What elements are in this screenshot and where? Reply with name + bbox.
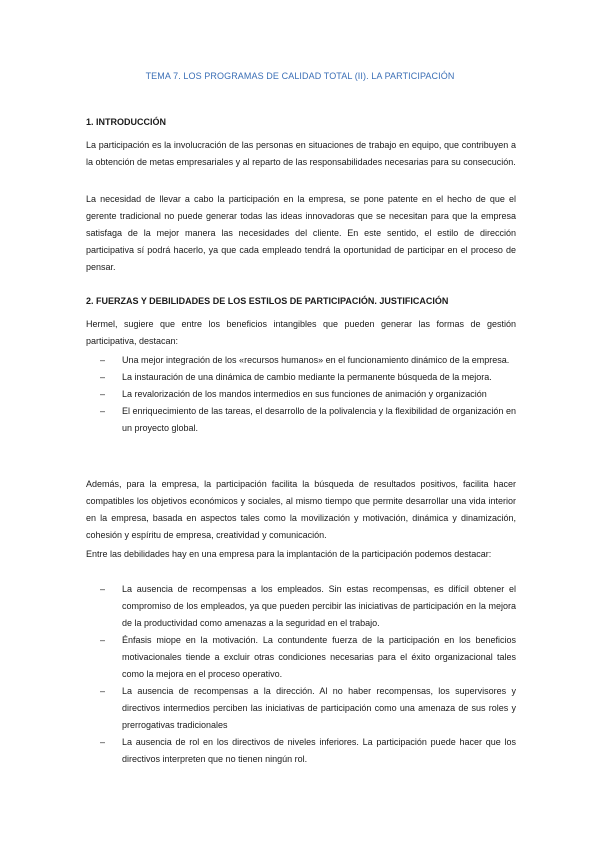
list-item-text: La revalorización de los mandos intermedios en sus funciones de animación y organización — [122, 389, 487, 399]
list-item-text: Una mejor integración de los «recursos humanos» en el funcionamiento dinámico de la empresa. — [122, 355, 510, 365]
list-item-text: El enriquecimiento de las tareas, el desarrollo de la polivalencia y la flexibilidad de organización en un proyecto global. — [122, 406, 516, 433]
list-item — [100, 369, 516, 386]
document-title: TEMA 7. LOS PROGRAMAS DE CALIDAD TOTAL (II). LA PARTICIPACIÓN — [145, 71, 455, 81]
list-item-text: La instauración de una dinámica de cambio mediante la permanente búsqueda de la mejora. — [122, 372, 492, 382]
bullet-dash: – — [100, 389, 106, 399]
list-item-text: La ausencia de rol en los directivos de niveles inferiores. La participación puede hacer que los directivos interpreten que no tienen ningún rol. — [122, 737, 516, 764]
bullet-dash: – — [100, 372, 106, 382]
list-item — [100, 632, 516, 683]
paragraph-weaknesses-intro: Entre las debilidades hay en una empresa para la implantación de la participación podemos destacar: — [86, 549, 492, 559]
list-item — [100, 734, 516, 768]
list-item — [100, 403, 516, 437]
weaknesses-list — [100, 581, 516, 768]
benefits-list — [100, 352, 516, 437]
bullet-dash: – — [100, 355, 106, 365]
list-item-text: Énfasis miope en la motivación. La contundente fuerza de la participación en los beneficios motivacionales tiende a excluir otras condiciones necesarias para el éxito organizacional tales como la mejora en el proceso operativo. — [122, 635, 516, 679]
section-1-heading: 1. INTRODUCCIÓN — [86, 117, 167, 127]
bullet-dash: – — [100, 635, 106, 645]
list-item — [100, 683, 516, 734]
paragraph-participation-definition: La participación es la involucración de las personas en situaciones de trabajo en equipo, que contribuyen a la obtención de metas empresariales y al reparto de las responsabilidades necesarias para su consecución. — [86, 140, 516, 167]
paragraph-participation-need: La necesidad de llevar a cabo la participación en la empresa, se pone patente en el hecho de que el gerente tradicional no puede generar todas las ideas innovadoras que se necesitan para que la empresa satisfaga de la mejor manera las necesidades del cliente. En este sentido, el estilo de dirección participativa sí podrá hacerlo, ya que cada empleado tendrá la oportunidad de participar en el proceso de pensar. — [86, 194, 516, 272]
bullet-dash: – — [100, 406, 106, 416]
list-item-text: La ausencia de recompensas a los empleados. Sin estas recompensas, es difícil obtener el compromiso de los empleados, ya que pueden percibir las iniciativas de participación en la mejora de la productividad como amenazas a la seguridad en el trabajo. — [122, 584, 516, 628]
paragraph-hermel-intro: Hermel, sugiere que entre los beneficios intangibles que pueden generar las formas de gestión participativa, destacan: — [86, 319, 516, 346]
list-item — [100, 386, 516, 403]
bullet-dash: – — [100, 737, 106, 747]
list-item-text: La ausencia de recompensas a la dirección. Al no haber recompensas, los supervisores y directivos intermedios perciben las iniciativas de participación como una amenaza de sus roles y prerrogativas tradicionales — [122, 686, 516, 730]
section-2-heading: 2. FUERZAS Y DEBILIDADES DE LOS ESTILOS DE PARTICIPACIÓN. JUSTIFICACIÓN — [86, 296, 449, 306]
list-item — [100, 581, 516, 632]
paragraph-benefits-for-company: Además, para la empresa, la participación facilita la búsqueda de resultados positivos, facilita hacer compatibles los objetivos económicos y sociales, al mismo tiempo que permite desarrollar una vida interior en la empresa, basada en aspectos tales como la movilización y motivación, dinámica y dinamización, cohesión y espíritu de empresa, creatividad y comunicación. — [86, 479, 516, 540]
bullet-dash: – — [100, 686, 106, 696]
list-item — [100, 352, 516, 369]
bullet-dash: – — [100, 584, 106, 594]
